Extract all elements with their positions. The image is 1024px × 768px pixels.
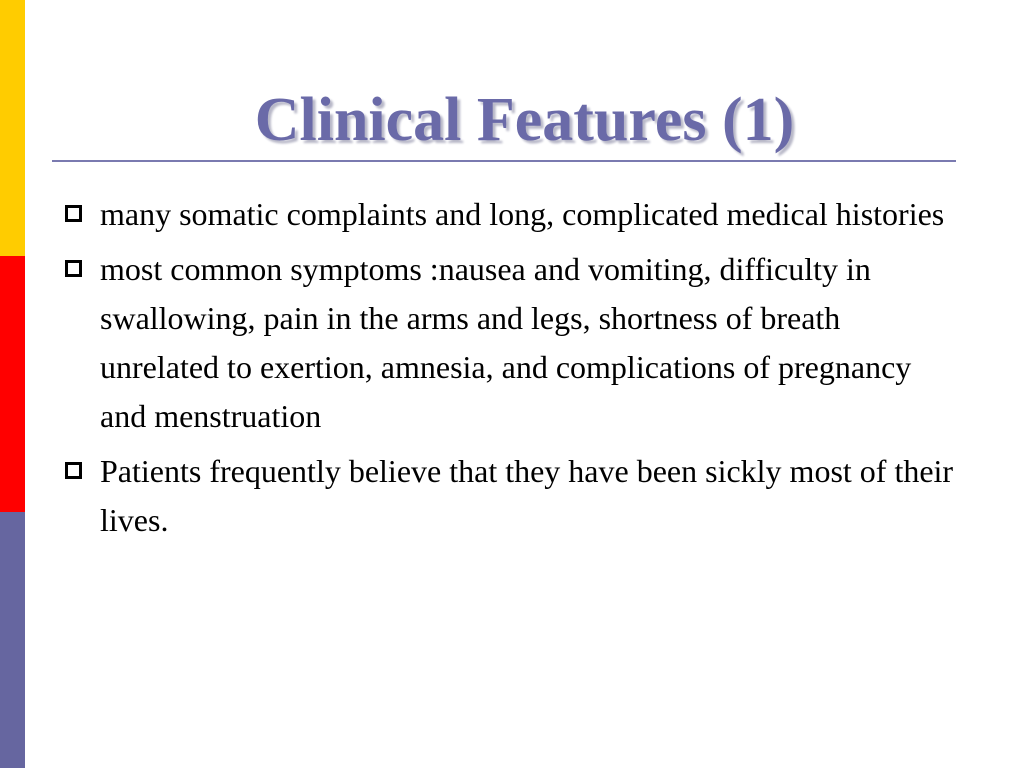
title-divider — [52, 160, 956, 162]
bullet-text: many somatic complaints and long, complicated medical histories — [100, 196, 945, 232]
bullet-item — [62, 447, 962, 545]
side-bar-purple — [0, 512, 25, 768]
bullet-item — [62, 245, 962, 441]
hollow-square-icon — [62, 245, 100, 294]
hollow-square-icon — [62, 447, 100, 496]
bullet-text: Patients frequently believe that they have been sickly most of their lives. — [100, 453, 954, 538]
bullet-list — [62, 190, 962, 551]
bullet-text: most common symptoms :nausea and vomiting, difficulty in swallowing, pain in the arms and legs, shortness of breath unrelated to exertion, amnesia, and complications of pregnancy and menstruation — [100, 251, 912, 434]
hollow-square-icon — [62, 190, 100, 239]
slide-title: Clinical Features (1) — [254, 86, 795, 154]
side-bar-yellow — [0, 0, 25, 256]
bullet-item — [62, 190, 962, 239]
side-bar-red — [0, 256, 25, 512]
